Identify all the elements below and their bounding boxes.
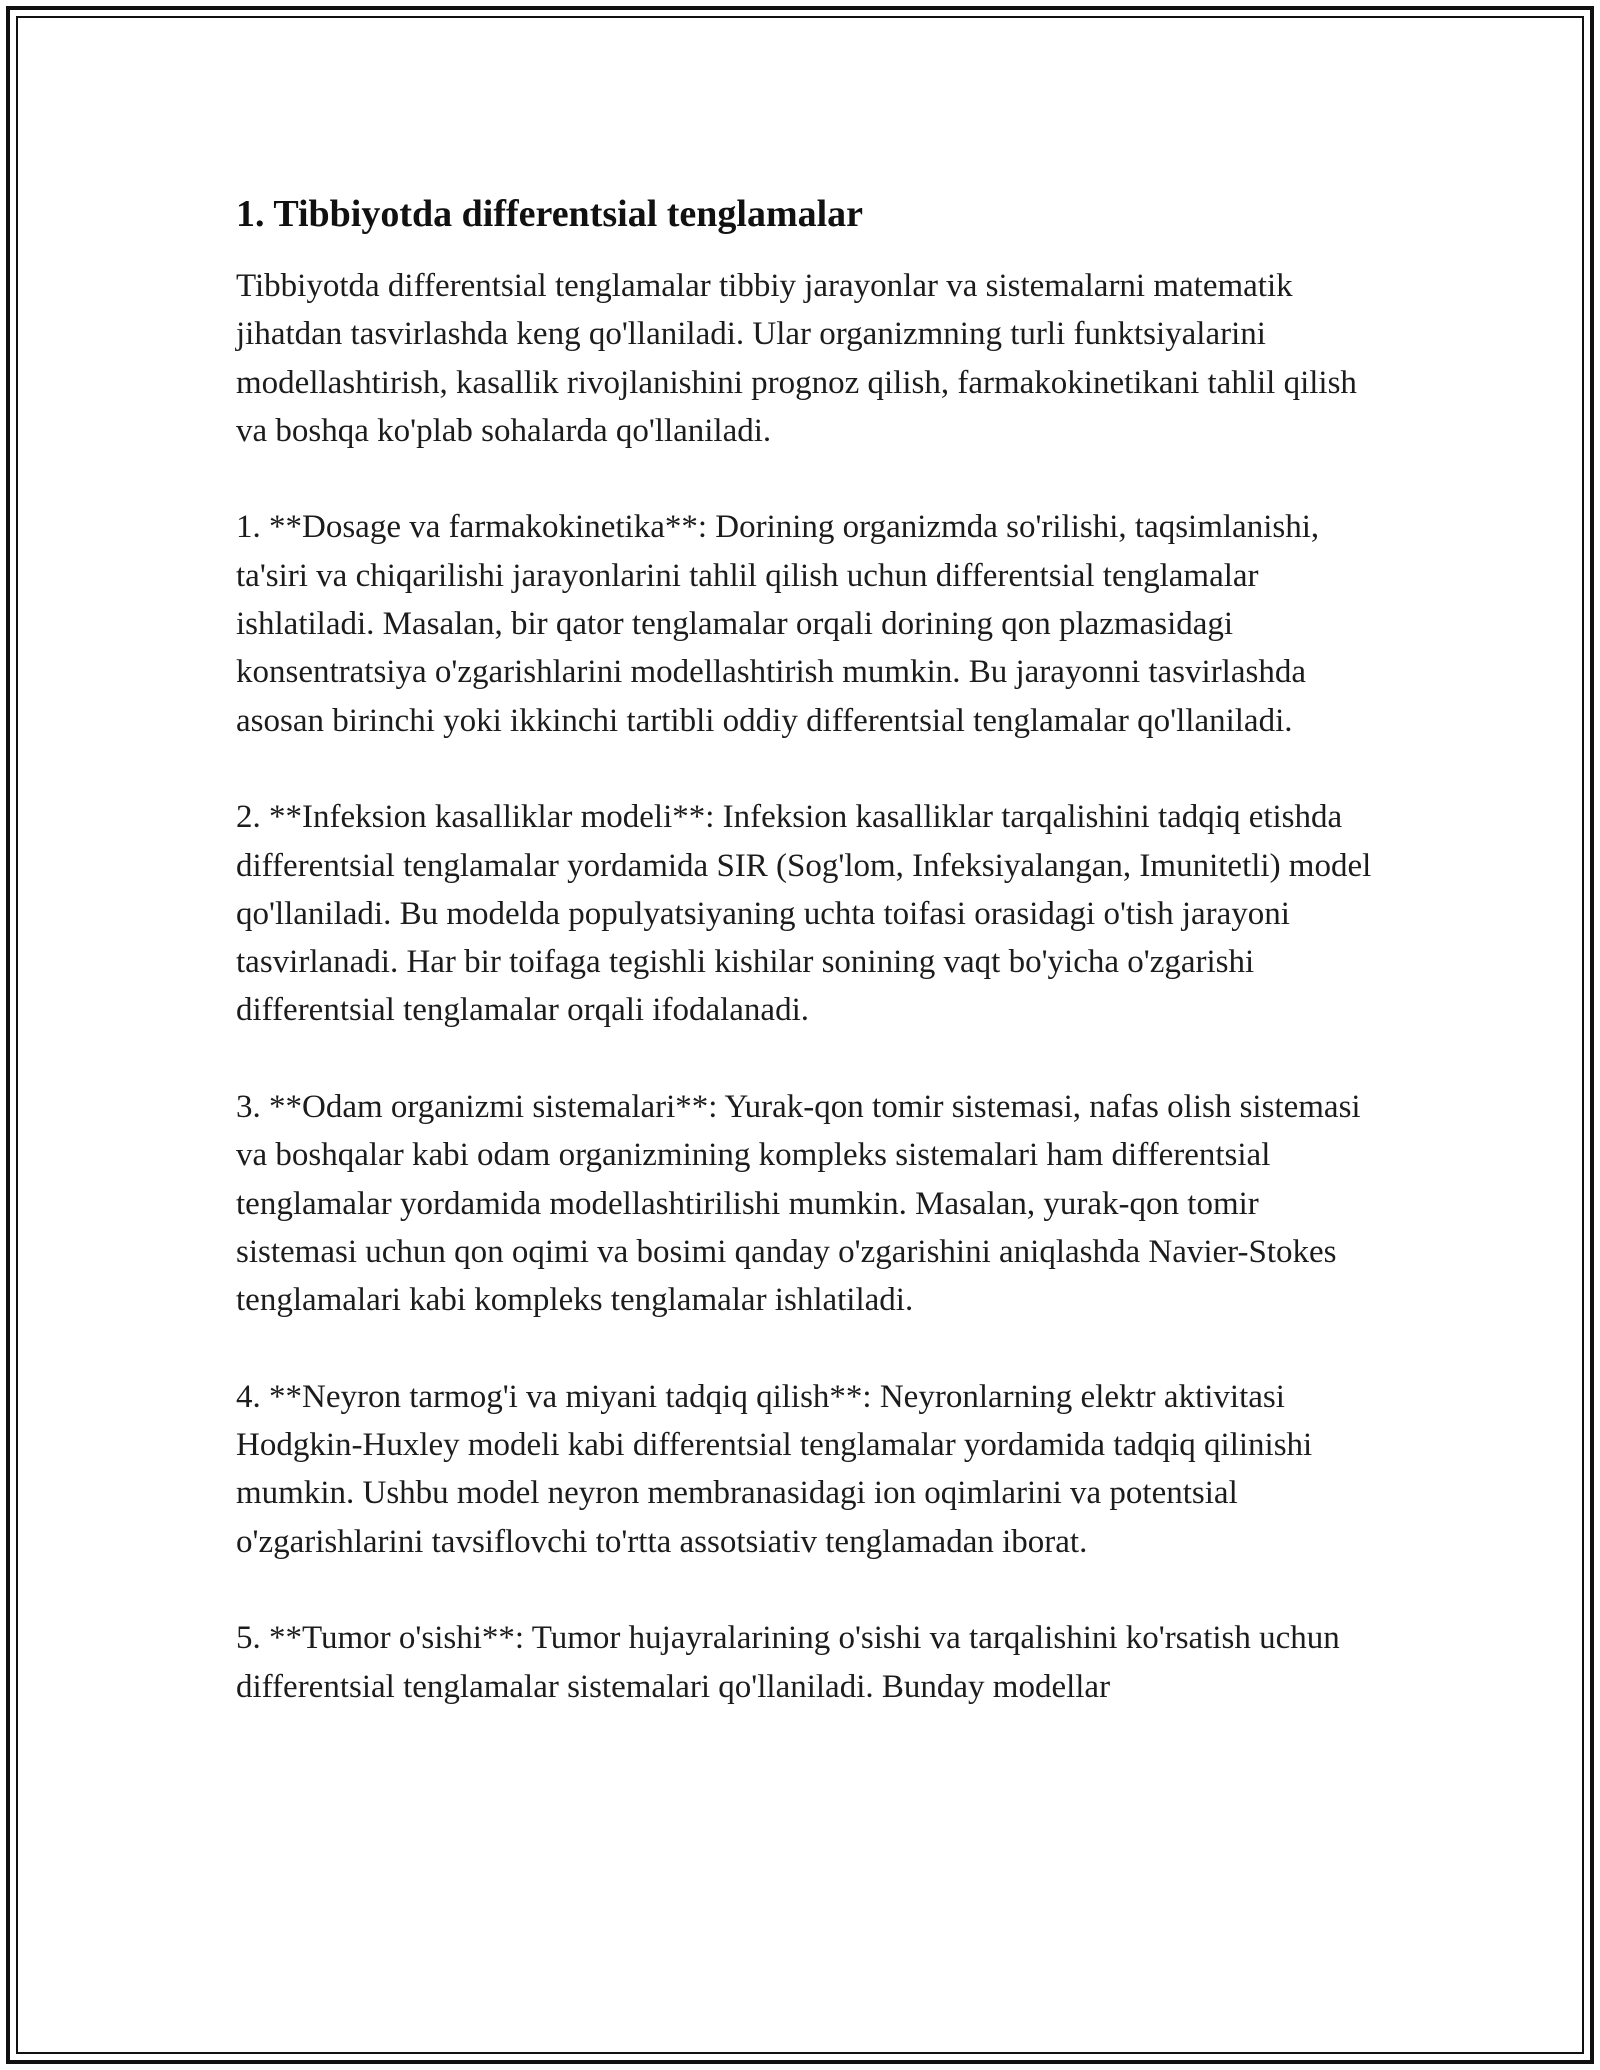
item-neural-network-brain: 4. **Neyron tarmog'i va miyani tadqiq qilish**: Neyronlarning elektr aktivitasi Hodgkin-Huxley modeli kabi differentsial tenglamalar yordamida tadqiq qilinishi mumkin. Ushbu model neyron membranasidagi ion oqimlarini va potentsial o'zgarishlarini tavsiflovchi to'rtta assotsiativ tenglamadan iborat. [236,1378,1313,1560]
item-tumor-growth: 5. **Tumor o'sishi**: Tumor hujayralarining o'sishi va tarqalishini ko'rsatish uchun differentsial tenglamalar sistemalari qo'llaniladi. Bunday modellar [236,1620,1340,1705]
item-human-organ-systems: 3. **Odam organizmi sistemalari**: Yurak-qon tomir sistemasi, nafas olish sistemasi va boshqalar kabi odam organizmining kompleks sistemalari ham differentsial tenglamalar yordamida modellashtirilishi mumkin. Masalan, yurak-qon tomir sistemasi uchun qon oqimi va bosimi qanday o'zgarishini aniqlashda Navier-Stokes tenglamalari kabi kompleks tenglamalar ishlatiladi. [236,1089,1361,1319]
intro-paragraph: Tibbiyotda differentsial tenglamalar tibbiy jarayonlar va sistemalarni matematik jihatdan tasvirlashda keng qo'llaniladi. Ular organizmning turli funktsiyalarini modellashtirish, kasallik rivojlanishini prognoz qilish, farmakokinetikani tahlil qilish va boshqa ko'plab sohalarda qo'llaniladi. [236,268,1357,449]
item-infectious-disease-model: 2. **Infeksion kasalliklar modeli**: Infeksion kasalliklar tarqalishini tadqiq etishda differentsial tenglamalar yordamida SIR (Sog'lom, Infeksiyalangan, Imunitetli) model qo'llaniladi. Bu modelda populyatsiyaning uchta toifasi orasidagi o'tish jarayoni tasvirlanadi. Har bir toifaga tegishli kishilar sonining vaqt bo'yicha o'zgarishi differentsial tenglamalar orqali ifodalanadi. [236,799,1372,1029]
section-heading: 1. Tibbiyotda differentsial tenglamalar [236,193,864,235]
document-body [236,186,1386,1711]
item-dosage-pharmacokinetics: 1. **Dosage va farmakokinetika**: Dorining organizmda so'rilishi, taqsimlanishi, ta'siri va chiqarilishi jarayonlarini tahlil qilish uchun differentsial tenglamalar ishlatiladi. Masalan, bir qator tenglamalar orqali dorining qon plazmasidagi konsentratsiya o'zgarishlarini modellashtirish mumkin. Bu jarayonni tasvirlashda asosan birinchi yoki ikkinchi tartibli oddiy differentsial tenglamalar qo'llaniladi. [236,509,1320,739]
